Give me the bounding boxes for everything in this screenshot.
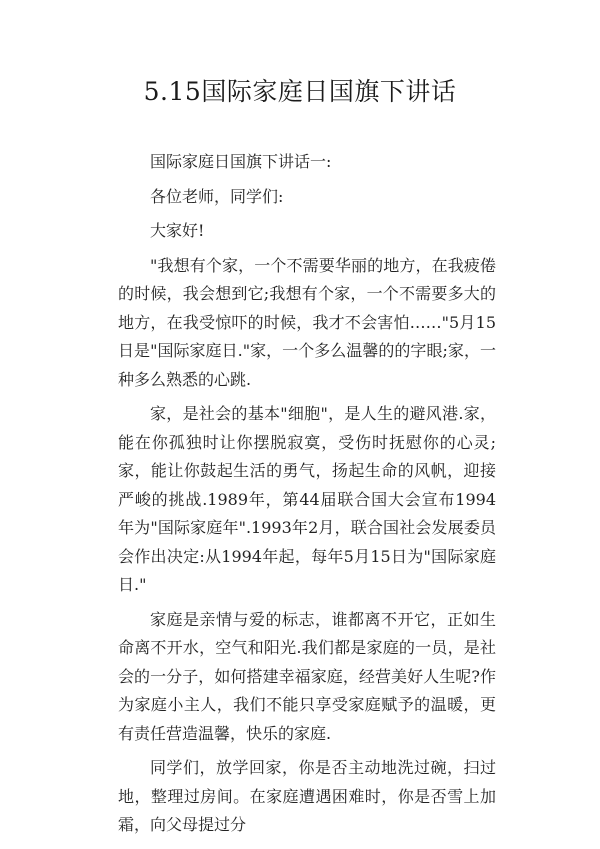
paragraph-4: 同学们，放学回家，你是否主动地洗过碗，扫过地，整理过房间。在家庭遭遇困难时，你是否雪上加霜，向父母提过分 — [118, 758, 496, 834]
paragraph-salutation: 各位老师，同学们: — [150, 186, 284, 206]
document-body — [118, 148, 496, 846]
paragraph-2: 家，是社会的基本"细胞"，是人生的避风港.家，能在你孤独时让你摆脱寂寞，受伤时抚慰你的心灵;家，能让你鼓起生活的勇气，扬起生命的风帆，迎接严峻的挑战.1989年，第44届联合国大会宣布1994年为"国际家庭年".1993年2月，联合国社会发展委员会作出决定:从1994年起，每年5月15日为"国际家庭日." — [118, 404, 496, 594]
document-title: 5.15国际家庭日国旗下讲话 — [143, 77, 457, 106]
paragraph-greeting: 大家好! — [150, 221, 205, 240]
paragraph-1: "我想有个家，一个不需要华丽的地方，在我疲倦的时候，我会想到它;我想有个家，一个不需要多大的地方，在我受惊吓的时候，我才不会害怕……"5月15日是"国际家庭日."家，一个多么温馨的的字眼;家，一种多么熟悉的心跳. — [118, 255, 496, 389]
paragraph-heading: 国际家庭日国旗下讲话一: — [150, 152, 332, 171]
paragraph-3: 家庭是亲情与爱的标志，谁都离不开它，正如生命离不开水，空气和阳光.我们都是家庭的一员，是社会的一分子，如何搭建幸福家庭，经营美好人生呢?作为家庭小主人，我们不能只享受家庭赋予的温暖，更有责任营造温馨，快乐的家庭. — [118, 609, 496, 743]
